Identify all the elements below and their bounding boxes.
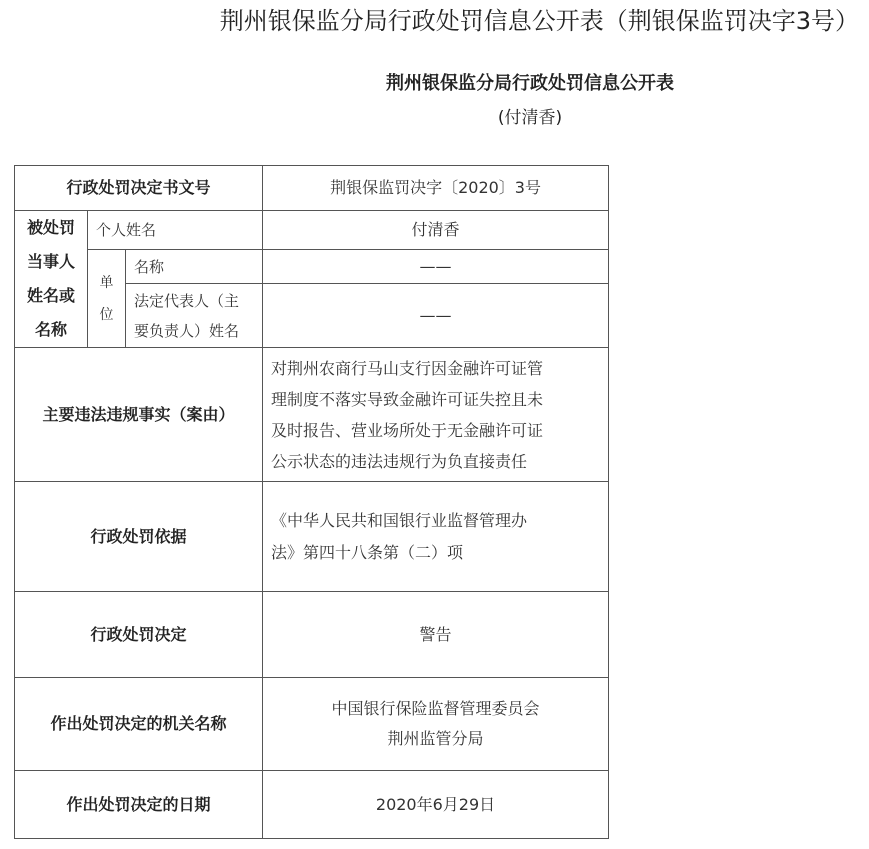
authority-value	[263, 678, 609, 771]
violation-facts-label: 主要违法违规事实（案由）	[15, 348, 263, 482]
violation-facts-line: 及时报告、营业场所处于无金融许可证	[271, 420, 544, 440]
authority-line: 中国银行保险监督管理委员会	[331, 699, 540, 718]
document-heading: 荆州银保监分局行政处罚信息公开表	[386, 73, 674, 94]
legal-representative-label-line: 要负责人）姓名	[134, 321, 240, 340]
individual-name-value: 付清香	[263, 211, 609, 250]
decision-date-value: 2020年6月29日	[263, 771, 609, 839]
table-row	[15, 482, 609, 592]
party-label-line: 被处罚	[26, 218, 75, 237]
penalty-basis-value	[263, 482, 609, 592]
violation-facts-value	[263, 348, 609, 482]
unit-name-label: 名称	[126, 250, 263, 284]
legal-representative-label	[126, 284, 263, 348]
legal-representative-value: ——	[263, 284, 609, 348]
page-title: 荆州银保监分局行政处罚信息公开表（荆银保监罚决字3号）	[219, 7, 859, 35]
table-row	[15, 678, 609, 771]
penalty-basis-label: 行政处罚依据	[15, 482, 263, 592]
table-row	[15, 250, 609, 284]
doc-number-label: 行政处罚决定书文号	[15, 166, 263, 211]
individual-name-label: 个人姓名	[88, 211, 263, 250]
decision-date-label: 作出处罚决定的日期	[15, 771, 263, 839]
document-subheading: (付清香)	[497, 108, 563, 128]
penalty-basis-line: 《中华人民共和国银行业监督管理办	[271, 510, 528, 530]
authority-line: 荆州监管分局	[387, 729, 484, 748]
penalty-decision-label: 行政处罚决定	[15, 592, 263, 678]
authority-label: 作出处罚决定的机关名称	[15, 678, 263, 771]
unit-label-line: 单	[99, 274, 114, 291]
violation-facts-line: 对荆州农商行马山支行因金融许可证管	[271, 358, 544, 378]
party-label-line: 当事人	[26, 252, 75, 271]
party-label	[15, 211, 88, 348]
table-row	[15, 771, 609, 839]
violation-facts-line: 公示状态的违法违规行为负直接责任	[271, 451, 528, 471]
table-row	[15, 166, 609, 211]
party-label-line: 名称	[34, 320, 67, 339]
table-row	[15, 348, 609, 482]
table-row	[15, 211, 609, 250]
party-label-line: 姓名或	[26, 286, 75, 305]
unit-label-line: 位	[99, 306, 114, 323]
doc-number-value: 荆银保监罚决字〔2020〕3号	[263, 166, 609, 211]
legal-representative-label-line: 法定代表人（主	[134, 291, 240, 310]
table-row	[15, 592, 609, 678]
unit-name-value: ——	[263, 250, 609, 284]
unit-label	[88, 250, 126, 348]
penalty-decision-value: 警告	[263, 592, 609, 678]
penalty-info-table	[14, 165, 609, 839]
violation-facts-line: 理制度不落实导致金融许可证失控且未	[271, 389, 544, 409]
penalty-basis-line: 法》第四十八条第（二）项	[271, 542, 464, 562]
